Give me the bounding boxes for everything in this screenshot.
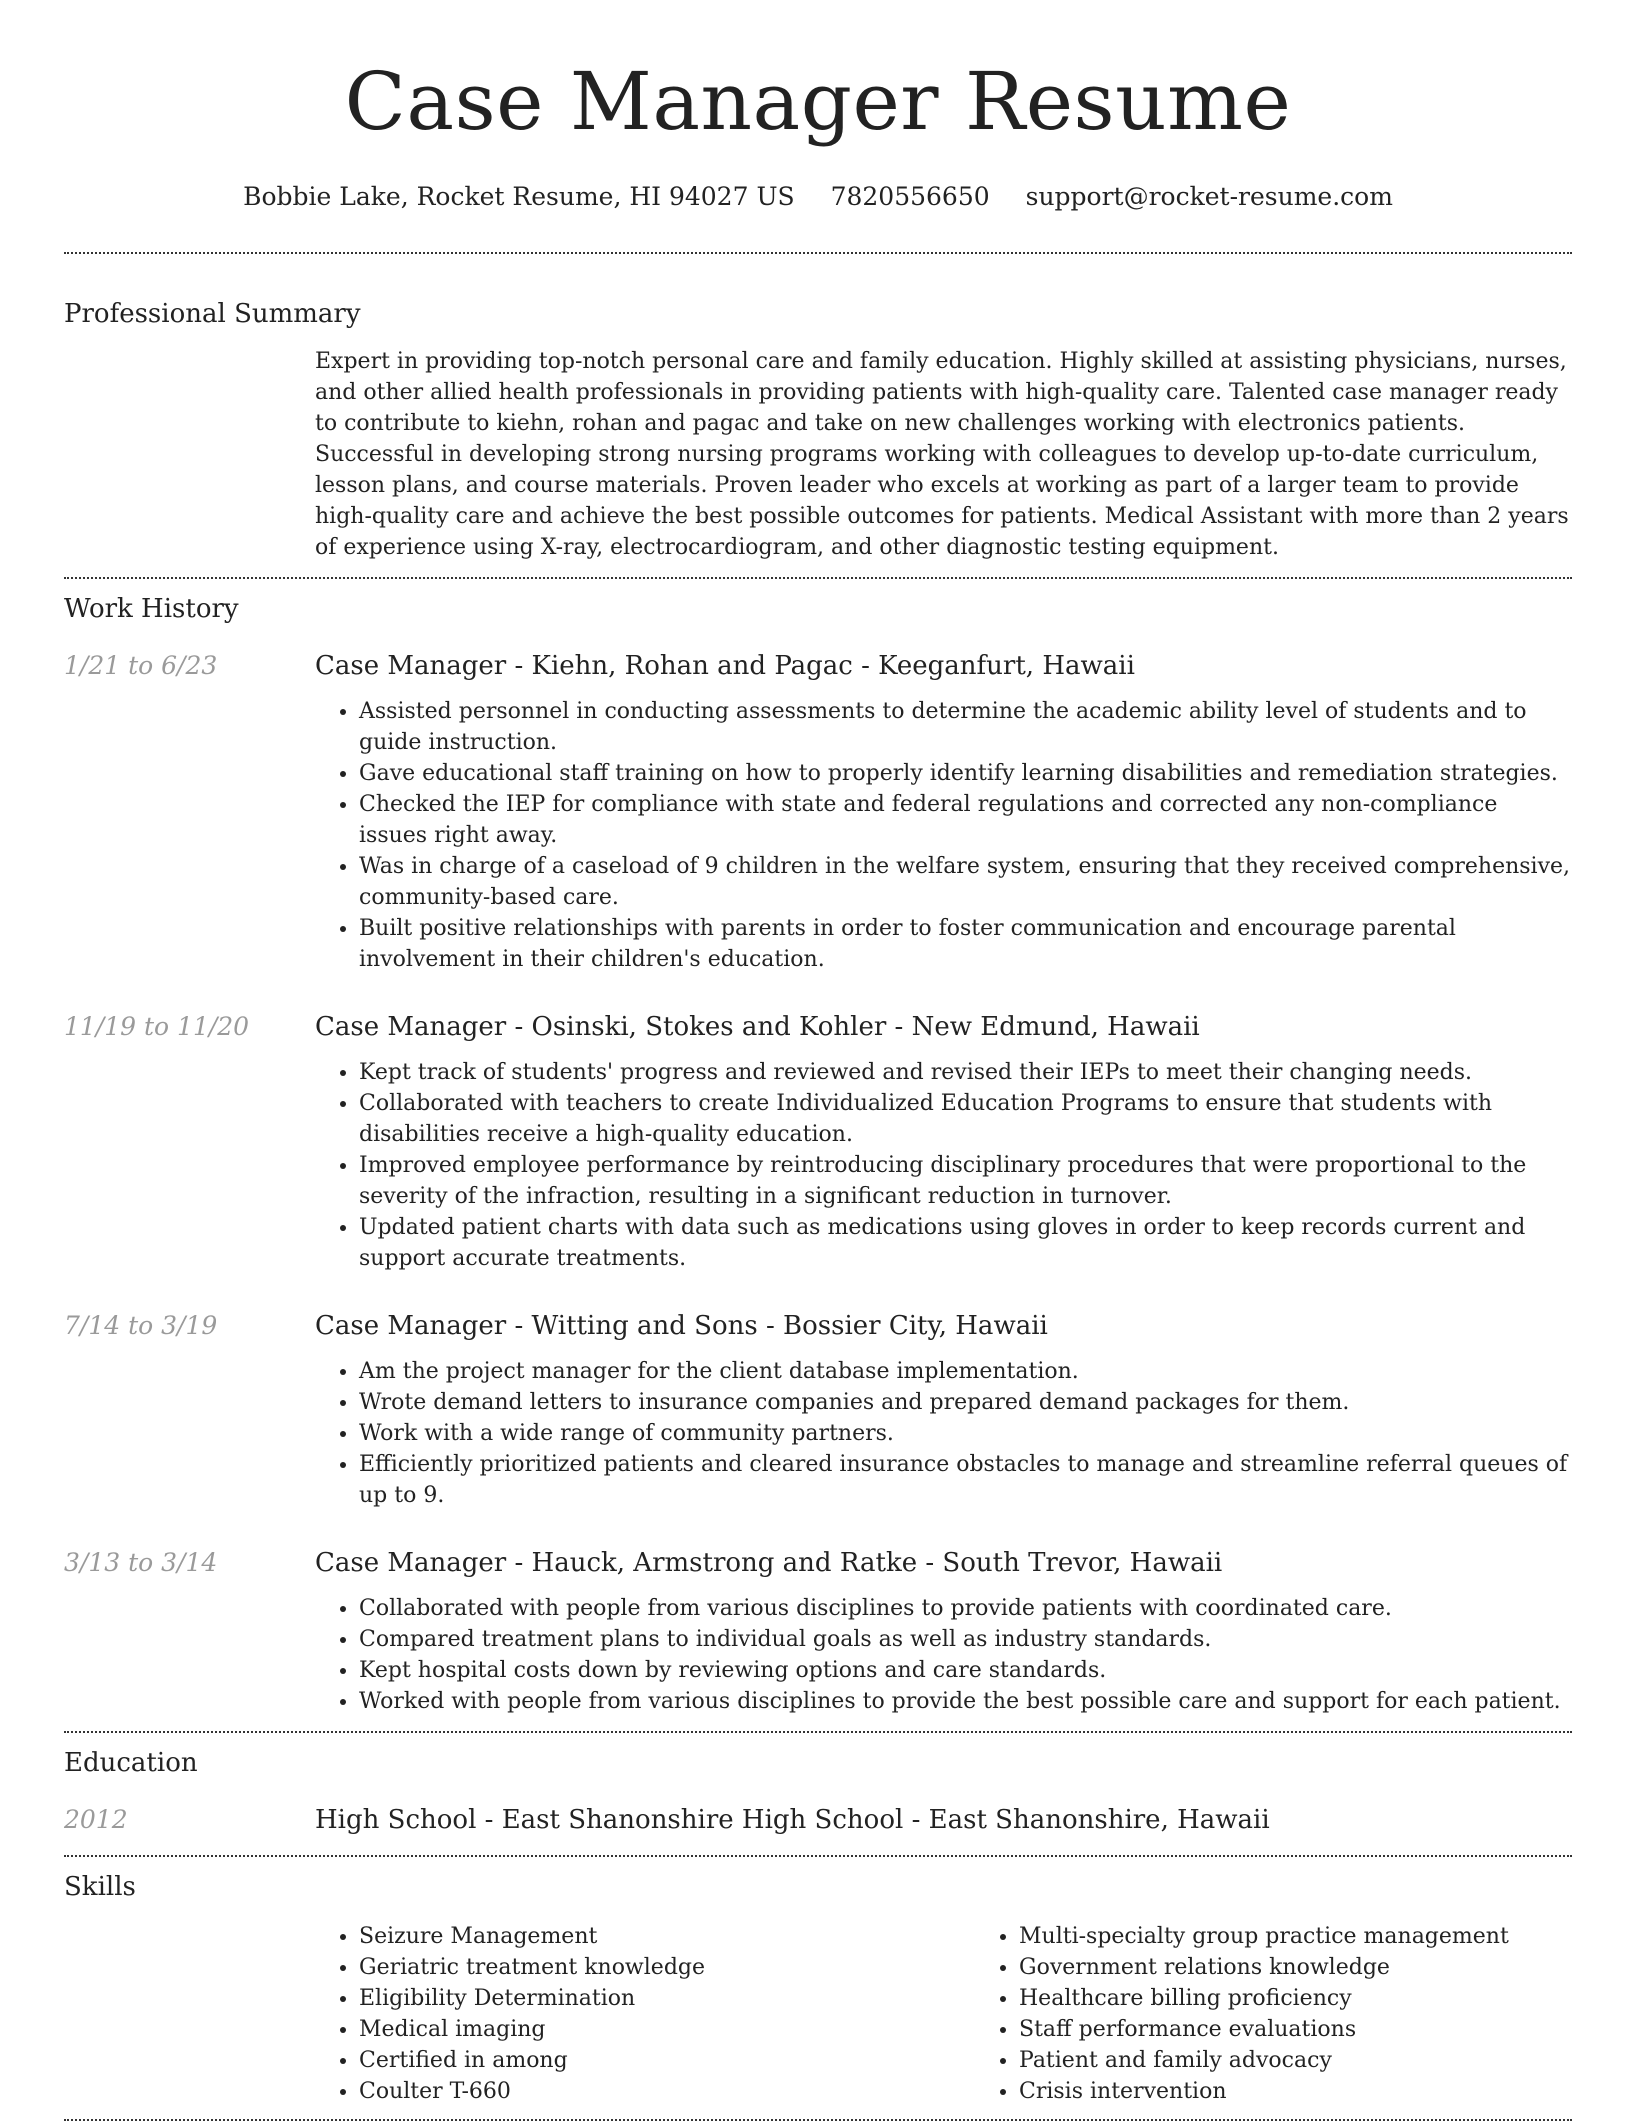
job-title: Case Manager - Witting and Sons - Bossier City, Hawaii	[315, 1311, 1048, 1341]
job-bullets	[315, 1593, 1572, 1717]
section-education	[64, 1745, 1572, 1837]
job-title: Case Manager - Osinski, Stokes and Kohler - New Edmund, Hawaii	[315, 1012, 1200, 1042]
summary-text: Expert in providing top-notch personal care and family education. Highly skilled at assisting physicians, nurses, and other allied health professionals in providing patients with high-quality care. Talented case manager ready to contribute to kiehn, rohan and pagac and take on new challenges working with electronics patients. Successful in developing strong nursing programs working with colleagues to develop up-to-date curriculum, lesson plans, and course materials. Proven leader who excels at working as part of a larger team to provide high-quality care and achieve the best possible outcomes for patients. Medical Assistant with more than 2 years of experience using X-ray, electrocardiogram, and other diagnostic testing equipment.	[315, 349, 1569, 560]
contact-phone: 7820556650	[830, 182, 990, 211]
section-work-history	[64, 591, 1572, 1717]
resume-title: Case Manager Resume	[344, 55, 1292, 148]
list-item: • Collaborated with teachers to create Individualized Education Programs to ensure that students with disabilities receive a high-quality education.	[359, 1088, 1572, 1150]
list-item: • Gave educational staff training on how to properly identify learning disabilities and remediation strategies.	[359, 758, 1572, 789]
divider	[64, 1731, 1572, 1733]
job-dates: 7/14 to 3/19	[64, 1311, 218, 1340]
skills-columns	[315, 1921, 1632, 2107]
section-skills	[64, 1869, 1572, 2107]
skills-list-left	[315, 1921, 975, 2107]
list-item: • Multi-specialty group practice management	[1019, 1921, 1632, 1952]
list-item: • Geriatric treatment knowledge	[359, 1952, 975, 1983]
list-item: • Compared treatment plans to individual goals as well as industry standards.	[359, 1624, 1572, 1655]
section-title-education: Education	[64, 1748, 198, 1778]
job-entry	[64, 1546, 1572, 1717]
list-item: • Healthcare billing proficiency	[1019, 1983, 1632, 2014]
list-item: • Wrote demand letters to insurance companies and prepared demand packages for them.	[359, 1387, 1572, 1418]
list-item: • Government relations knowledge	[1019, 1952, 1632, 1983]
divider	[64, 577, 1572, 579]
list-item: • Crisis intervention	[1019, 2076, 1632, 2107]
list-item: • Kept track of students' progress and reviewed and revised their IEPs to meet their changing needs.	[359, 1057, 1572, 1088]
contact-email: support@rocket-resume.com	[1025, 182, 1393, 211]
job-dates: 11/19 to 11/20	[64, 1012, 250, 1041]
job-bullets	[315, 1356, 1572, 1511]
education-entry: High School - East Shanonshire High School - East Shanonshire, Hawaii	[315, 1805, 1270, 1835]
list-item: • Was in charge of a caseload of 9 children in the welfare system, ensuring that they received comprehensive, community-based care.	[359, 851, 1572, 913]
job-dates: 1/21 to 6/23	[64, 651, 218, 680]
section-title-work-history: Work History	[64, 594, 239, 624]
list-item: • Certified in among	[359, 2045, 975, 2076]
list-item: • Assisted personnel in conducting assessments to determine the academic ability level of students and to guide instruction.	[359, 696, 1572, 758]
list-item: • Coulter T-660	[359, 2076, 975, 2107]
skills-list-right	[975, 1921, 1632, 2107]
list-item: • Built positive relationships with parents in order to foster communication and encourage parental involvement in their children's education.	[359, 913, 1572, 975]
section-title-summary: Professional Summary	[64, 299, 361, 329]
education-date: 2012	[64, 1805, 128, 1834]
section-title-skills: Skills	[64, 1872, 136, 1902]
job-title: Case Manager - Hauck, Armstrong and Ratke - South Trevor, Hawaii	[315, 1548, 1223, 1578]
divider	[64, 1855, 1572, 1857]
job-entry	[64, 649, 1572, 975]
list-item: • Collaborated with people from various disciplines to provide patients with coordinated care.	[359, 1593, 1572, 1624]
list-item: • Kept hospital costs down by reviewing options and care standards.	[359, 1655, 1572, 1686]
contact-address: Bobbie Lake, Rocket Resume, HI 94027 US	[243, 182, 795, 211]
list-item: • Eligibility Determination	[359, 1983, 975, 2014]
list-item: • Medical imaging	[359, 2014, 975, 2045]
list-item: • Am the project manager for the client database implementation.	[359, 1356, 1572, 1387]
job-bullets	[315, 696, 1572, 975]
list-item: • Staff performance evaluations	[1019, 2014, 1632, 2045]
section-summary	[64, 296, 1572, 563]
list-item: • Seizure Management	[359, 1921, 975, 1952]
job-bullets	[315, 1057, 1572, 1274]
job-entry	[64, 1309, 1572, 1511]
contact-line	[64, 180, 1572, 214]
summary-spacer	[64, 346, 315, 563]
list-item: • Work with a wide range of community partners.	[359, 1418, 1572, 1449]
list-item: • Efficiently prioritized patients and cleared insurance obstacles to manage and streamline referral queues of up to 9.	[359, 1449, 1572, 1511]
list-item: • Checked the IEP for compliance with state and federal regulations and corrected any non-compliance issues right away.	[359, 789, 1572, 851]
list-item: • Updated patient charts with data such as medications using gloves in order to keep records current and support accurate treatments.	[359, 1212, 1572, 1274]
resume-page	[64, 0, 1572, 2121]
job-dates: 3/13 to 3/14	[64, 1548, 218, 1577]
list-item: • Improved employee performance by reintroducing disciplinary procedures that were proportional to the severity of the infraction, resulting in a significant reduction in turnover.	[359, 1150, 1572, 1212]
divider	[64, 252, 1572, 254]
skills-spacer	[64, 1921, 315, 2107]
job-entry	[64, 1010, 1572, 1274]
job-title: Case Manager - Kiehn, Rohan and Pagac - Keeganfurt, Hawaii	[315, 651, 1135, 681]
list-item: • Worked with people from various disciplines to provide the best possible care and support for each patient.	[359, 1686, 1572, 1717]
list-item: • Patient and family advocacy	[1019, 2045, 1632, 2076]
